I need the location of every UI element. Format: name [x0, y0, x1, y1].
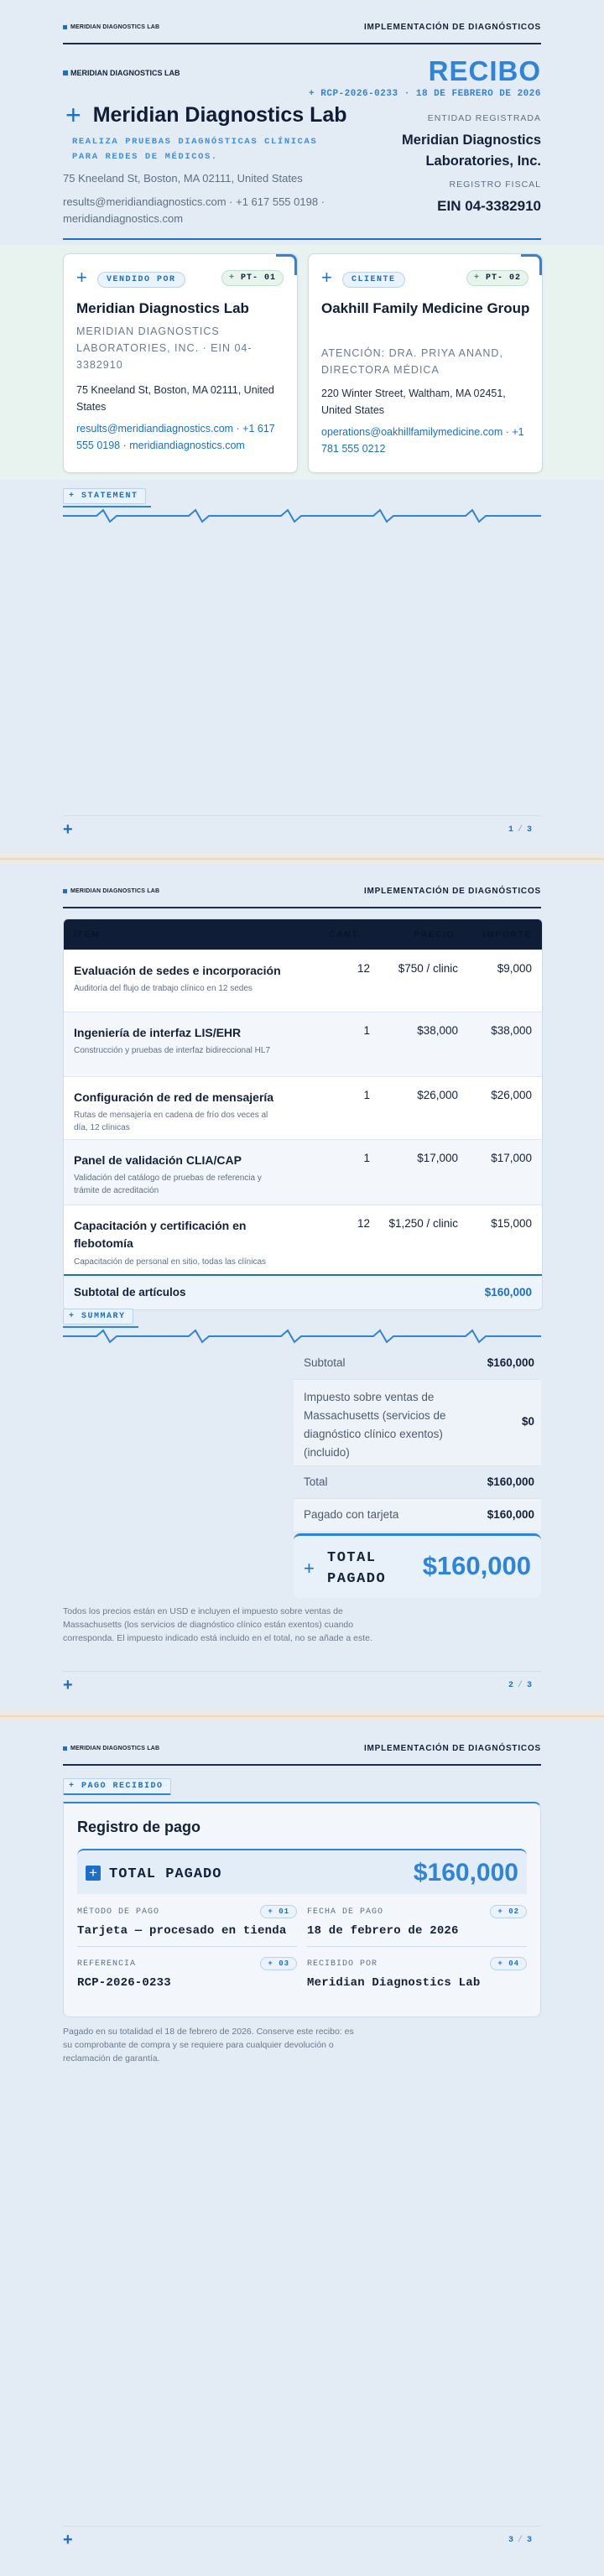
divider-wave: [63, 1325, 541, 1347]
field-value: RCP-2026-0233: [77, 1976, 171, 1990]
row-item: Ingeniería de interfaz LIS/EHR: [74, 1026, 242, 1039]
plus-icon: +: [86, 1866, 101, 1881]
card-subtitle: MERIDIAN DIAGNOSTICS LABORATORIES, INC. · EIN 04-3382910: [76, 325, 253, 371]
row-desc: Validación del catálogo de pruebas de referencia y trámite de acreditación: [74, 1174, 262, 1195]
row-price: $750 / clinic: [398, 962, 458, 975]
plus-icon: +: [76, 267, 87, 288]
summary-tag: + SUMMARY: [63, 1307, 133, 1324]
plus-icon: +: [63, 820, 73, 839]
row-item: Evaluación de sedes e incorporación: [74, 964, 281, 977]
seller-address: 75 Kneeland St, Boston, MA 02111, United States: [63, 172, 303, 185]
page-total: 3: [526, 2536, 533, 2545]
summary-row: [294, 1499, 541, 1531]
row-item: Configuración de red de mensajería: [74, 1090, 274, 1104]
summary-label: Subtotal: [304, 1356, 346, 1369]
field-value: Tarjeta — procesado en tienda: [77, 1924, 287, 1938]
payment-tag: + PAGO RECIBIDO: [63, 1777, 171, 1795]
summary-label: Pagado con tarjeta: [304, 1508, 399, 1521]
table-row: [64, 1012, 542, 1076]
divider-wave: [63, 505, 541, 527]
page-current: 1: [508, 825, 514, 835]
row-amount: $17,000: [491, 1152, 532, 1164]
summary-label: Total: [304, 1475, 328, 1488]
plus-icon: +: [63, 1676, 73, 1694]
payment-total-bar: [77, 1849, 527, 1894]
page-1: [0, 0, 604, 854]
table-header: [64, 919, 542, 950]
page-number: 2 / 3: [508, 1681, 533, 1690]
card-name: Oakhill Family Medicine Group: [321, 300, 530, 316]
row-price: $26,000: [417, 1089, 458, 1101]
receipt-title: RECIBO: [428, 55, 541, 86]
row-price: $17,000: [417, 1152, 458, 1164]
payment-total-value: $160,000: [413, 1859, 518, 1886]
page-number: 3 / 3: [508, 2536, 533, 2545]
row-price: $1,250 / clinic: [388, 1217, 458, 1230]
page-2: [0, 864, 604, 1711]
header-rule: [63, 238, 541, 240]
entity-value: Meridian Diagnostics Laboratories, Inc.: [402, 133, 541, 169]
page-separator: [0, 1711, 604, 1721]
header-brand: MERIDIAN DIAGNOSTICS LAB: [63, 888, 159, 894]
party-badge-text: PT- 01: [240, 273, 276, 283]
header-section: IMPLEMENTACIÓN DE DIAGNÓSTICOS: [363, 23, 541, 32]
seller-contact: results@meridiandiagnostics.com · +1 617 555 0198 · meridiandiagnostics.com: [63, 195, 325, 225]
card-address: 220 Winter Street, Waltham, MA 02451, United States: [321, 388, 506, 416]
field-value: 18 de febrero de 2026: [307, 1924, 459, 1938]
field-label: REFERENCIA: [77, 1959, 137, 1969]
tax-note: Todos los precios están en USD e incluyen el impuesto sobre ventas de Massachusetts (los servicios de diagnóstico clínico están exentos) cuando corresponda. El impuesto indicado está incluido en el total, no se añade a este.: [63, 1606, 372, 1643]
summary-row: [294, 1466, 541, 1499]
total-paid-box: [294, 1533, 541, 1598]
seller-brand-small: MERIDIAN DIAGNOSTICS LAB: [63, 69, 180, 77]
row-item: Capacitación y certificación en flebotomía: [74, 1219, 247, 1250]
page-header: [63, 21, 541, 44]
page-header: [63, 885, 541, 908]
row-desc: Construcción y pruebas de interfaz bidireccional HL7: [74, 1046, 271, 1055]
row-item: Panel de validación CLIA/CAP: [74, 1153, 242, 1167]
plus-icon: +: [321, 267, 332, 288]
col-price: PRECIO: [414, 929, 456, 939]
col-amount: IMPORTE: [482, 929, 532, 939]
payment-note: Pagado en su totalidad el 18 de febrero de 2026. Conserve este recibo: es su comprobante de compra y se requiere para cualquier devolución o reclamación de garantía.: [63, 2027, 354, 2063]
summary-value: $0: [521, 1415, 534, 1428]
row-qty: 12: [357, 1217, 370, 1230]
tax-label: REGISTRO FISCAL: [449, 180, 541, 190]
seller-tagline: REALIZA PRUEBAS DIAGNÓSTICAS CLÍNICAS PARA REDES DE MÉDICOS.: [72, 137, 318, 162]
col-qty: CANT.: [329, 929, 362, 939]
summary-row: [294, 1380, 541, 1466]
field-number: + 02: [490, 1905, 527, 1918]
field-number: + 01: [260, 1905, 297, 1918]
plus-icon: +: [63, 2531, 73, 2549]
page-total: 3: [526, 1681, 533, 1690]
payment-field: [307, 1959, 527, 1998]
role-tag: CLIENTE: [342, 272, 405, 288]
subtotal-row: [64, 1274, 542, 1309]
plus-icon: +: [65, 100, 81, 130]
page-separator: [0, 854, 604, 864]
field-number: + 03: [260, 1957, 297, 1970]
summary-row: [294, 1347, 541, 1380]
page-total: 3: [526, 825, 533, 835]
subtotal-label: Subtotal de artículos: [74, 1286, 186, 1298]
card-name: Meridian Diagnostics Lab: [76, 300, 249, 316]
table-row: [64, 1076, 542, 1139]
row-qty: 12: [357, 962, 370, 975]
row-amount: $15,000: [491, 1217, 532, 1230]
field-label: RECIBIDO POR: [307, 1959, 378, 1969]
page-3: [0, 1721, 604, 2576]
row-qty: 1: [363, 1024, 370, 1037]
page-current: 3: [508, 2536, 514, 2545]
card-address: 75 Kneeland St, Boston, MA 02111, United States: [76, 384, 274, 413]
payment-field: [77, 1907, 297, 1947]
row-qty: 1: [363, 1089, 370, 1101]
field-number: + 04: [490, 1957, 527, 1970]
seller-name: [65, 97, 347, 128]
table-row: [64, 1139, 542, 1205]
page-footer: [63, 2526, 541, 2547]
page-number: 1 / 3: [508, 825, 533, 835]
receipt-number: + RCP-2026-0233 · 18 DE FEBRERO DE 2026: [309, 89, 541, 99]
statement-tag: + STATEMENT: [63, 487, 146, 504]
col-item: ÍTEM: [74, 929, 101, 939]
card-subtitle: ATENCIÓN: DRA. PRIYA ANAND, DIRECTORA MÉDICA: [321, 347, 503, 376]
subtotal-value: $160,000: [484, 1286, 532, 1298]
row-desc: Auditoría del flujo de trabajo clínico en 12 sedes: [74, 984, 253, 993]
row-qty: 1: [363, 1152, 370, 1164]
row-desc: Capacitación de personal en sitio, todas las clínicas: [74, 1257, 267, 1267]
total-paid-value: $160,000: [422, 1551, 531, 1580]
row-amount: $38,000: [491, 1024, 532, 1037]
party-badge-text: PT- 02: [485, 273, 521, 283]
page-current: 2: [508, 1681, 514, 1690]
seller-name-text: Meridian Diagnostics Lab: [92, 103, 347, 127]
table-row: [64, 950, 542, 1012]
row-amount: $26,000: [491, 1089, 532, 1101]
header-brand: MERIDIAN DIAGNOSTICS LAB: [63, 1746, 159, 1751]
field-label: MÉTODO DE PAGO: [77, 1907, 160, 1917]
payment-field: [307, 1907, 527, 1947]
page-footer: [63, 1671, 541, 1692]
page-header: [63, 1742, 541, 1766]
summary-box: [294, 1347, 541, 1531]
page-footer: [63, 815, 541, 839]
party-badge: + PT- 01: [221, 270, 284, 286]
row-price: $38,000: [417, 1024, 458, 1037]
card-contact[interactable]: results@meridiandiagnostics.com · +1 617 555 0198 · meridiandiagnostics.com: [76, 423, 275, 451]
statement-tag-text: STATEMENT: [81, 492, 138, 501]
summary-value: $160,000: [487, 1508, 534, 1521]
tax-value: EIN 04-3382910: [437, 198, 541, 214]
card-contact[interactable]: operations@oakhillfamilymedicine.com · +1 781 555 0212: [321, 426, 524, 455]
field-label: FECHA DE PAGO: [307, 1907, 384, 1917]
entity-label: ENTIDAD REGISTRADA: [427, 113, 541, 123]
table-row: [64, 1205, 542, 1274]
party-badge: + PT- 02: [466, 270, 528, 286]
role-tag: VENDIDO POR: [97, 272, 185, 288]
summary-value: $160,000: [487, 1356, 534, 1369]
payment-record-card: [63, 1802, 541, 2017]
line-items-table: [63, 919, 543, 1310]
payment-field: [77, 1959, 297, 1998]
client-card: [308, 253, 543, 473]
payment-total-label: TOTAL PAGADO: [109, 1866, 222, 1882]
payment-title: Registro de pago: [77, 1819, 201, 1835]
field-value: Meridian Diagnostics Lab: [307, 1976, 481, 1990]
total-paid-label: TOTAL PAGADO: [327, 1550, 387, 1587]
plus-icon: +: [304, 1558, 315, 1579]
header-section: IMPLEMENTACIÓN DE DIAGNÓSTICOS: [363, 1744, 541, 1753]
row-amount: $9,000: [497, 962, 532, 975]
summary-value: $160,000: [487, 1475, 534, 1488]
payment-tag-text: PAGO RECIBIDO: [81, 1782, 164, 1791]
summary-tag-text: SUMMARY: [81, 1312, 126, 1321]
summary-label: Impuesto sobre ventas de Massachusetts (servicios de diagnóstico clínico exentos) (incluido): [304, 1391, 446, 1459]
row-desc: Rutas de mensajería en cadena de frío dos veces al día, 12 clínicas: [74, 1111, 268, 1132]
header-section: IMPLEMENTACIÓN DE DIAGNÓSTICOS: [363, 887, 541, 896]
header-brand: MERIDIAN DIAGNOSTICS LAB: [63, 24, 159, 30]
seller-card: [63, 253, 298, 473]
